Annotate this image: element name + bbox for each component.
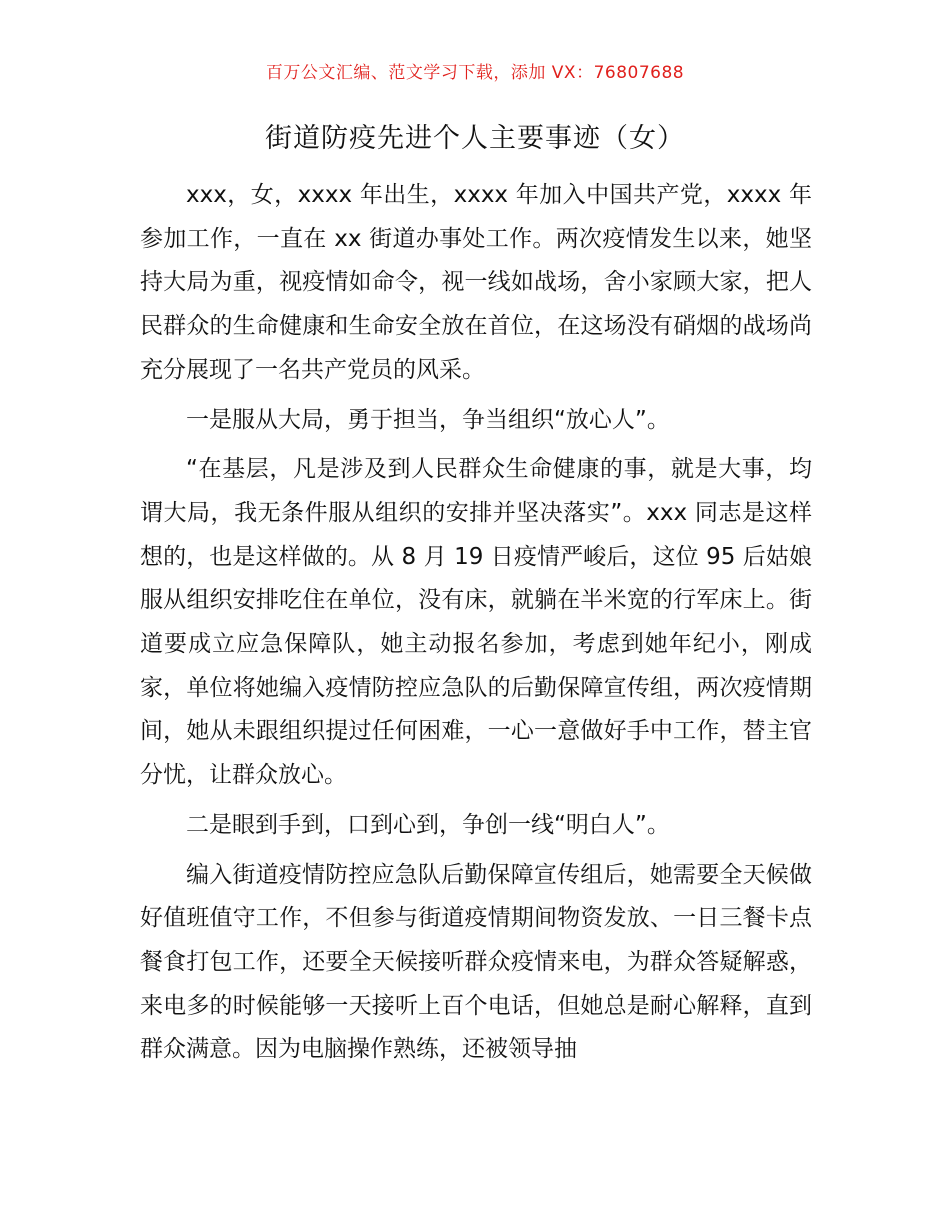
document-body [140, 174, 812, 1078]
paragraph-section-2: 编入街道疫情防控应急队后勤保障宣传组后，她需要全天候做好值班值守工作，不但参与街道疫情期间物资发放、一日三餐卡点餐食打包工作，还要全天候接听群众疫情来电，为群众答疑解惑，来电多的时候能够一天接听上百个电话，但她总是耐心解释，直到群众满意。因为电脑操作熟练，还被领导抽 [140, 861, 812, 1063]
paragraph-section-1: “在基层，凡是涉及到人民群众生命健康的事，就是大事，均谓大局，我无条件服从组织的安排并坚决落实”。xxx 同志是这样想的，也是这样做的。从 8 月 19 日疫情严峻后，这位 95 后姑娘服从组织安排吃住在单位，没有床，就躺在半米宽的行军床上。街道要成立应急保障队，她主动报名参加，考虑到她年纪小，刚成家，单位将她编入疫情防控应急队的后勤保障宣传组，两次疫情期间，她从未跟组织提过任何困难，一心一意做好手中工作，替主官分忧，让群众放心。 [140, 456, 812, 789]
document-title: 街道防疫先进个人主要事迹（女） [265, 123, 685, 154]
paragraph-intro: xxx，女，xxxx 年出生，xxxx 年加入中国共产党，xxxx 年参加工作，一直在 xx 街道办事处工作。两次疫情发生以来，她坚持大局为重，视疫情如命令，视一线如战场，舍小家顾大家，把人民群众的生命健康和生命安全放在首位，在这场没有硝烟的战场尚充分展现了一名共产党员的风采。 [140, 182, 812, 383]
section-heading-1: 一是服从大局，勇于担当，争当组织“放心人”。 [186, 406, 670, 433]
section-heading-2: 二是眼到手到，口到心到，争创一线“明白人”。 [186, 811, 670, 838]
header-watermark-text: 百万公文汇编、范文学习下载，添加 VX：76807688 [265, 63, 685, 83]
